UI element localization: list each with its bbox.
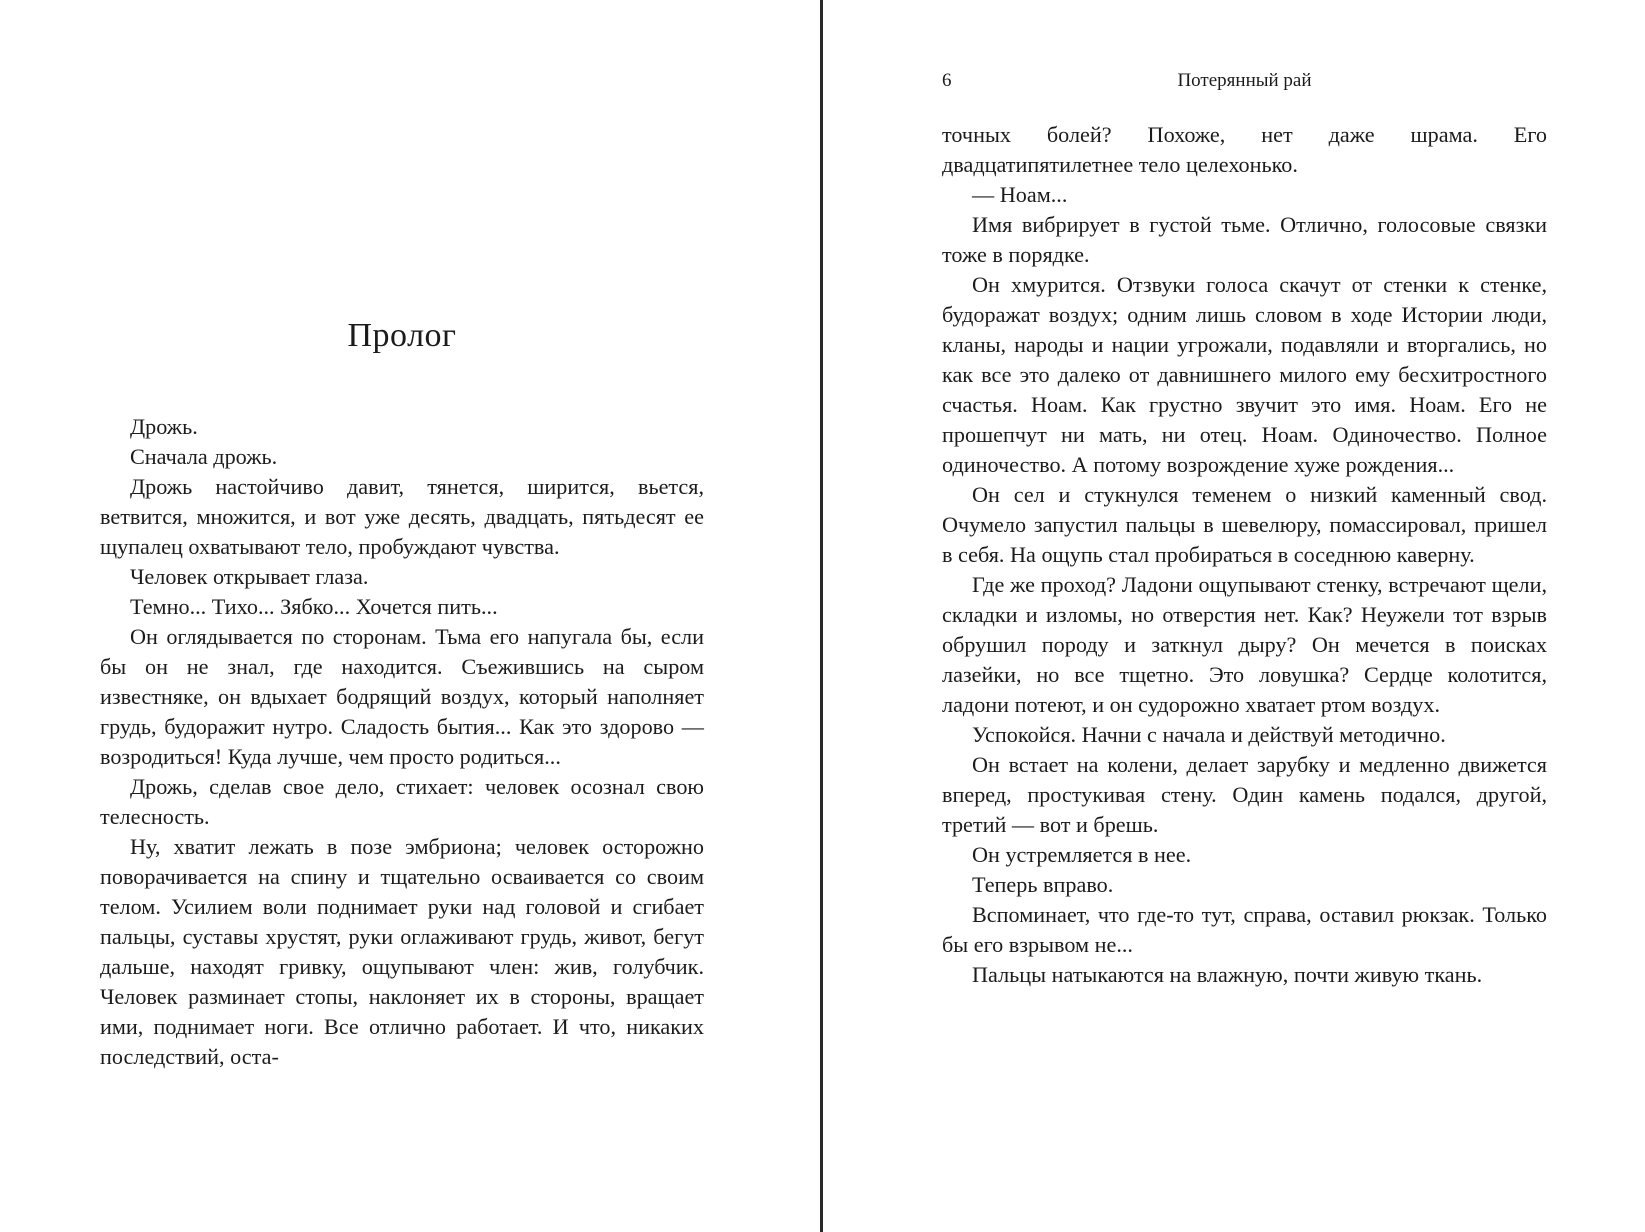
paragraph: Дрожь.	[130, 414, 198, 439]
paragraph: Он оглядывается по сторонам. Тьма его напугала бы, если бы он не знал, где находится. Съежившись на сыром известняке, он вдыхает бодрящий воздух, который наполняет грудь, будоражит нутро. Сладость бытия... Как это здорово — возродиться! Куда лучше, чем просто родиться...	[100, 624, 704, 769]
paragraph: Пальцы натыкаются на влажную, почти живую ткань.	[972, 962, 1483, 987]
paragraph: Ну, хватит лежать в позе эмбриона; человек осторожно поворачивается на спину и тщательно осваивается со своим телом. Усилием воли поднимает руки над головой и сгибает пальцы, суставы хрустят, руки оглаживают грудь, живот, бегут дальше, находят гривку, ощупывают член: жив, голубчик. Человек разминает стопы, наклоняет их в стороны, вращает ими, поднимает ноги. Все отлично работает. И что, никаких последствий, оста-	[100, 834, 704, 1069]
paragraph: Вспоминает, что где-то тут, справа, оставил рюкзак. Только бы его взрывом не...	[942, 902, 1547, 957]
running-title: Потерянный рай	[1177, 70, 1312, 91]
left-page	[100, 0, 704, 1232]
paragraph: Где же проход? Ладони ощупывают стенку, встречают щели, складки и изломы, но отверстия нет. Как? Неужели тот взрыв обрушил породу и заткнул дыру? Он мечется в поисках лазейки, но все тщетно. Это ловушка? Сердце колотится, ладони потеют, и он судорожно хватает ртом воздух.	[942, 572, 1547, 717]
paragraph: Имя вибрирует в густой тьме. Отлично, голосовые связки тоже в порядке.	[942, 212, 1547, 267]
left-page-body	[100, 412, 704, 1072]
paragraph: Человек открывает глаза.	[130, 564, 369, 589]
page-gutter-divider	[820, 0, 823, 1232]
right-page	[942, 0, 1547, 1232]
right-page-body	[942, 120, 1547, 990]
paragraph: точных болей? Похоже, нет даже шрама. Его двадцатипятилетнее тело целехонько.	[942, 122, 1547, 177]
paragraph: Он сел и стукнулся теменем о низкий каменный свод. Очумело запустил пальцы в шевелюру, помассировал, пришел в себя. На ощупь стал пробираться в соседнюю каверну.	[942, 482, 1547, 567]
paragraph: Успокойся. Начни с начала и действуй методично.	[972, 722, 1446, 747]
paragraph: Он хмурится. Отзвуки голоса скачут от стенки к стенке, будоражат воздух; одним лишь словом в ходе Истории люди, кланы, народы и нации угрожали, подавляли и вторгались, но как все это далеко от давнишнего милого ему бесхитростного счастья. Ноам. Как грустно звучит это имя. Ноам. Его не прошепчут ни мать, ни отец. Ноам. Одиночество. Полное одиночество. А потому возрождение хуже рождения...	[942, 272, 1547, 477]
running-head	[942, 66, 1547, 96]
paragraph: Теперь вправо.	[972, 872, 1114, 897]
paragraph: Темно... Тихо... Зябко... Хочется пить...	[130, 594, 498, 619]
chapter-title: Пролог	[347, 317, 457, 354]
paragraph: — Ноам...	[972, 182, 1068, 207]
paragraph: Он устремляется в нее.	[972, 842, 1192, 867]
paragraph: Дрожь настойчиво давит, тянется, ширится, вьется, ветвится, множится, и вот уже десять, двадцать, пятьдесят ее щупалец охватывают тело, пробуждают чувства.	[100, 474, 704, 559]
paragraph: Он встает на колени, делает зарубку и медленно движется вперед, простукивая стену. Один камень подался, другой, третий — вот и брешь.	[942, 752, 1547, 837]
paragraph: Дрожь, сделав свое дело, стихает: человек осознал свою телесность.	[100, 774, 704, 829]
page-number: 6	[942, 70, 952, 91]
paragraph: Сначала дрожь.	[130, 444, 278, 469]
